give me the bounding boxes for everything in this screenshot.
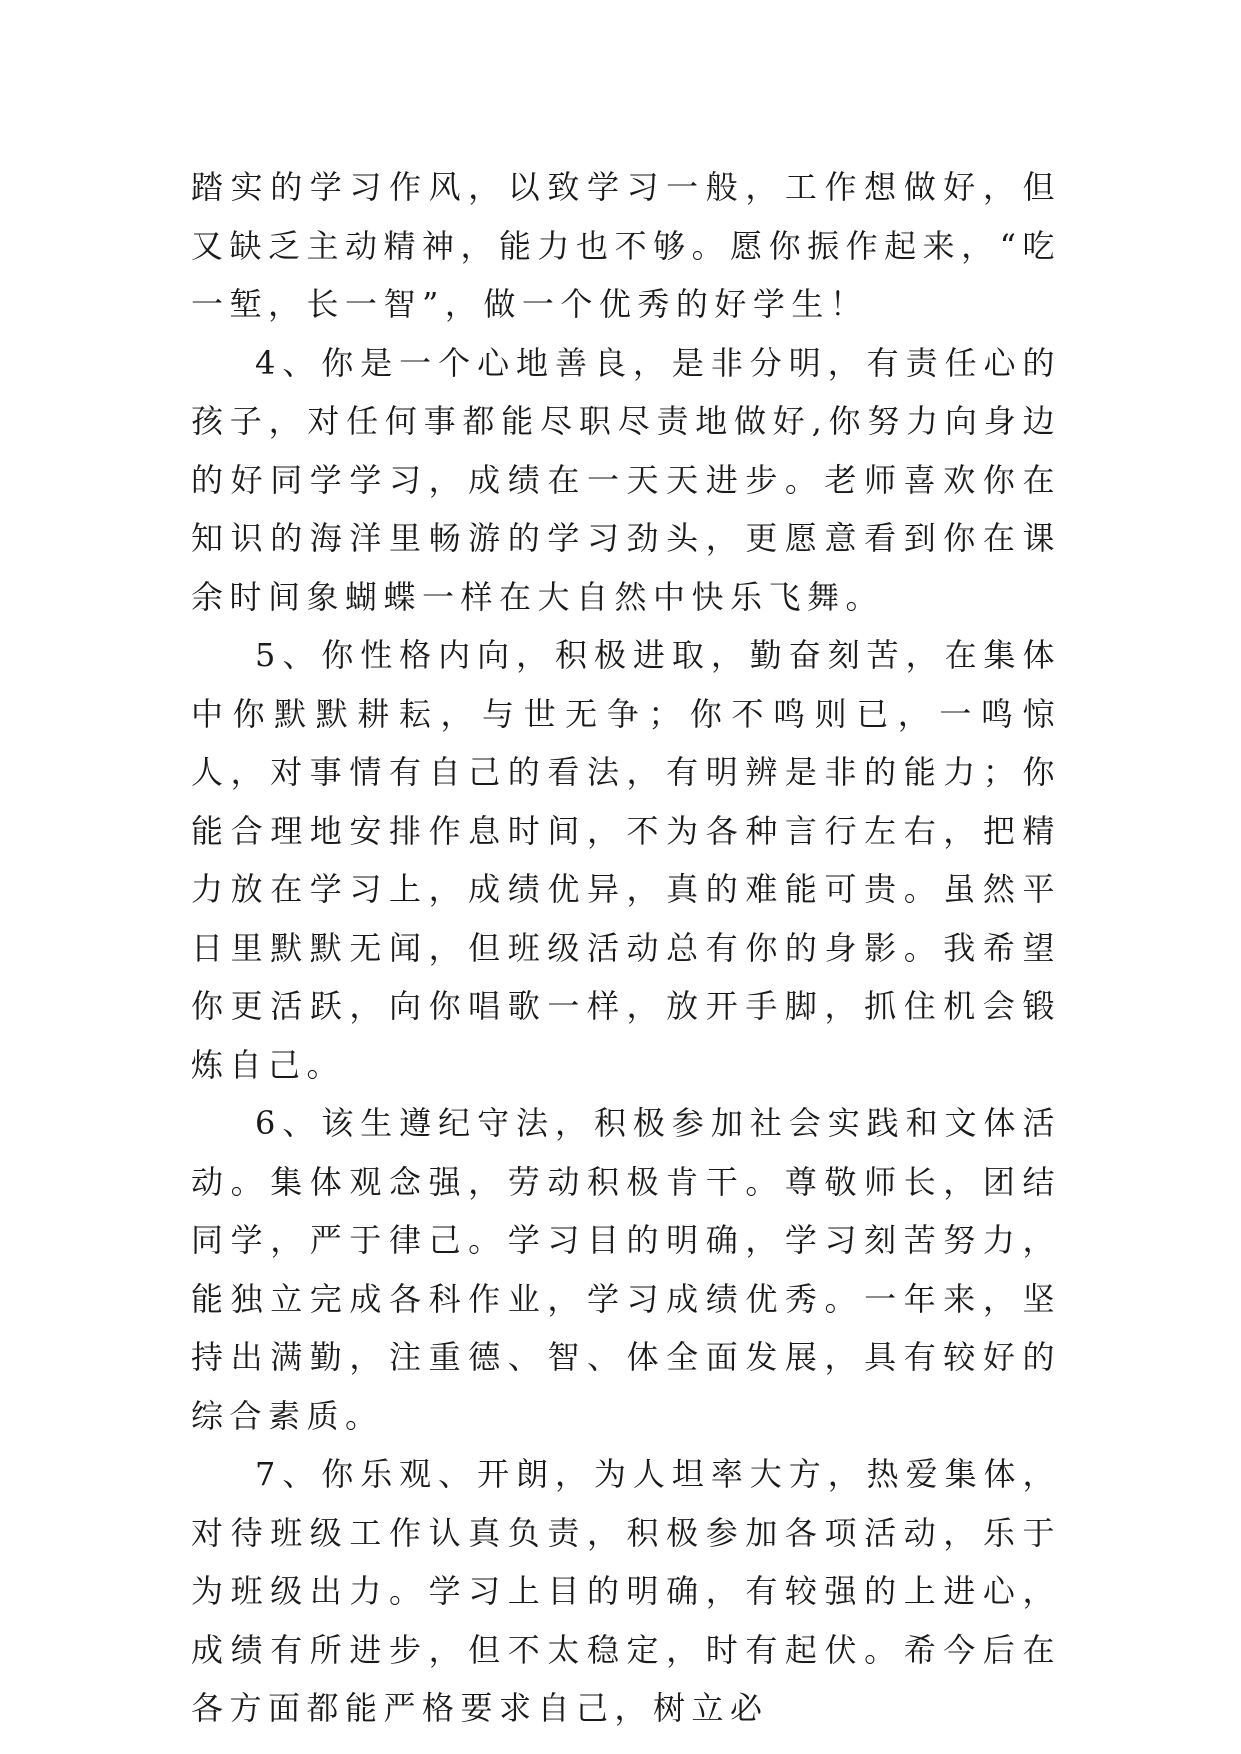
paragraph-item-5: 5、你性格内向，积极进取，勤奋刻苦，在集体中你默默耕耘，与世无争；你不鸣则已，一鸣惊人，对事情有自己的看法，有明辨是非的能力；你能合理地安排作息时间，不为各种言行左右，把精力放在学习上，成绩优异，真的难能可贵。虽然平日里默默无闻，但班级活动总有你的身影。我希望你更活跃，向你唱歌一样，放开手脚，抓住机会锻炼自己。 bbox=[191, 636, 1061, 1084]
document-body bbox=[191, 158, 1061, 1738]
paragraph-item-6: 6、该生遵纪守法，积极参加社会实践和文体活动。集体观念强，劳动积极肯干。尊敬师长，团结同学，严于律己。学习目的明确，学习刻苦努力，能独立完成各科作业，学习成绩优秀。一年来，坚持出满勤，注重德、智、体全面发展，具有较好的综合素质。 bbox=[191, 1104, 1061, 1435]
paragraph-item-7: 7、你乐观、开朗，为人坦率大方，热爱集体，对待班级工作认真负责，积极参加各项活动，乐于为班级出力。学习上目的明确，有较强的上进心，成绩有所进步，但不太稳定，时有起伏。希今后在各方面都能严格要求自己，树立必 bbox=[191, 1455, 1061, 1727]
paragraph-item-4: 4、你是一个心地善良，是非分明，有责任心的孩子，对任何事都能尽职尽责地做好,你努力向身边的好同学学习，成绩在一天天进步。老师喜欢你在知识的海洋里畅游的学习劲头，更愿意看到你在课余时间象蝴蝶一样在大自然中快乐飞舞。 bbox=[191, 343, 1061, 616]
paragraph-continuation: 踏实的学习作风，以致学习一般，工作想做好，但又缺乏主动精神，能力也不够。愿你振作起来，“吃一堑，长一智”，做一个优秀的好学生！ bbox=[191, 168, 1061, 323]
